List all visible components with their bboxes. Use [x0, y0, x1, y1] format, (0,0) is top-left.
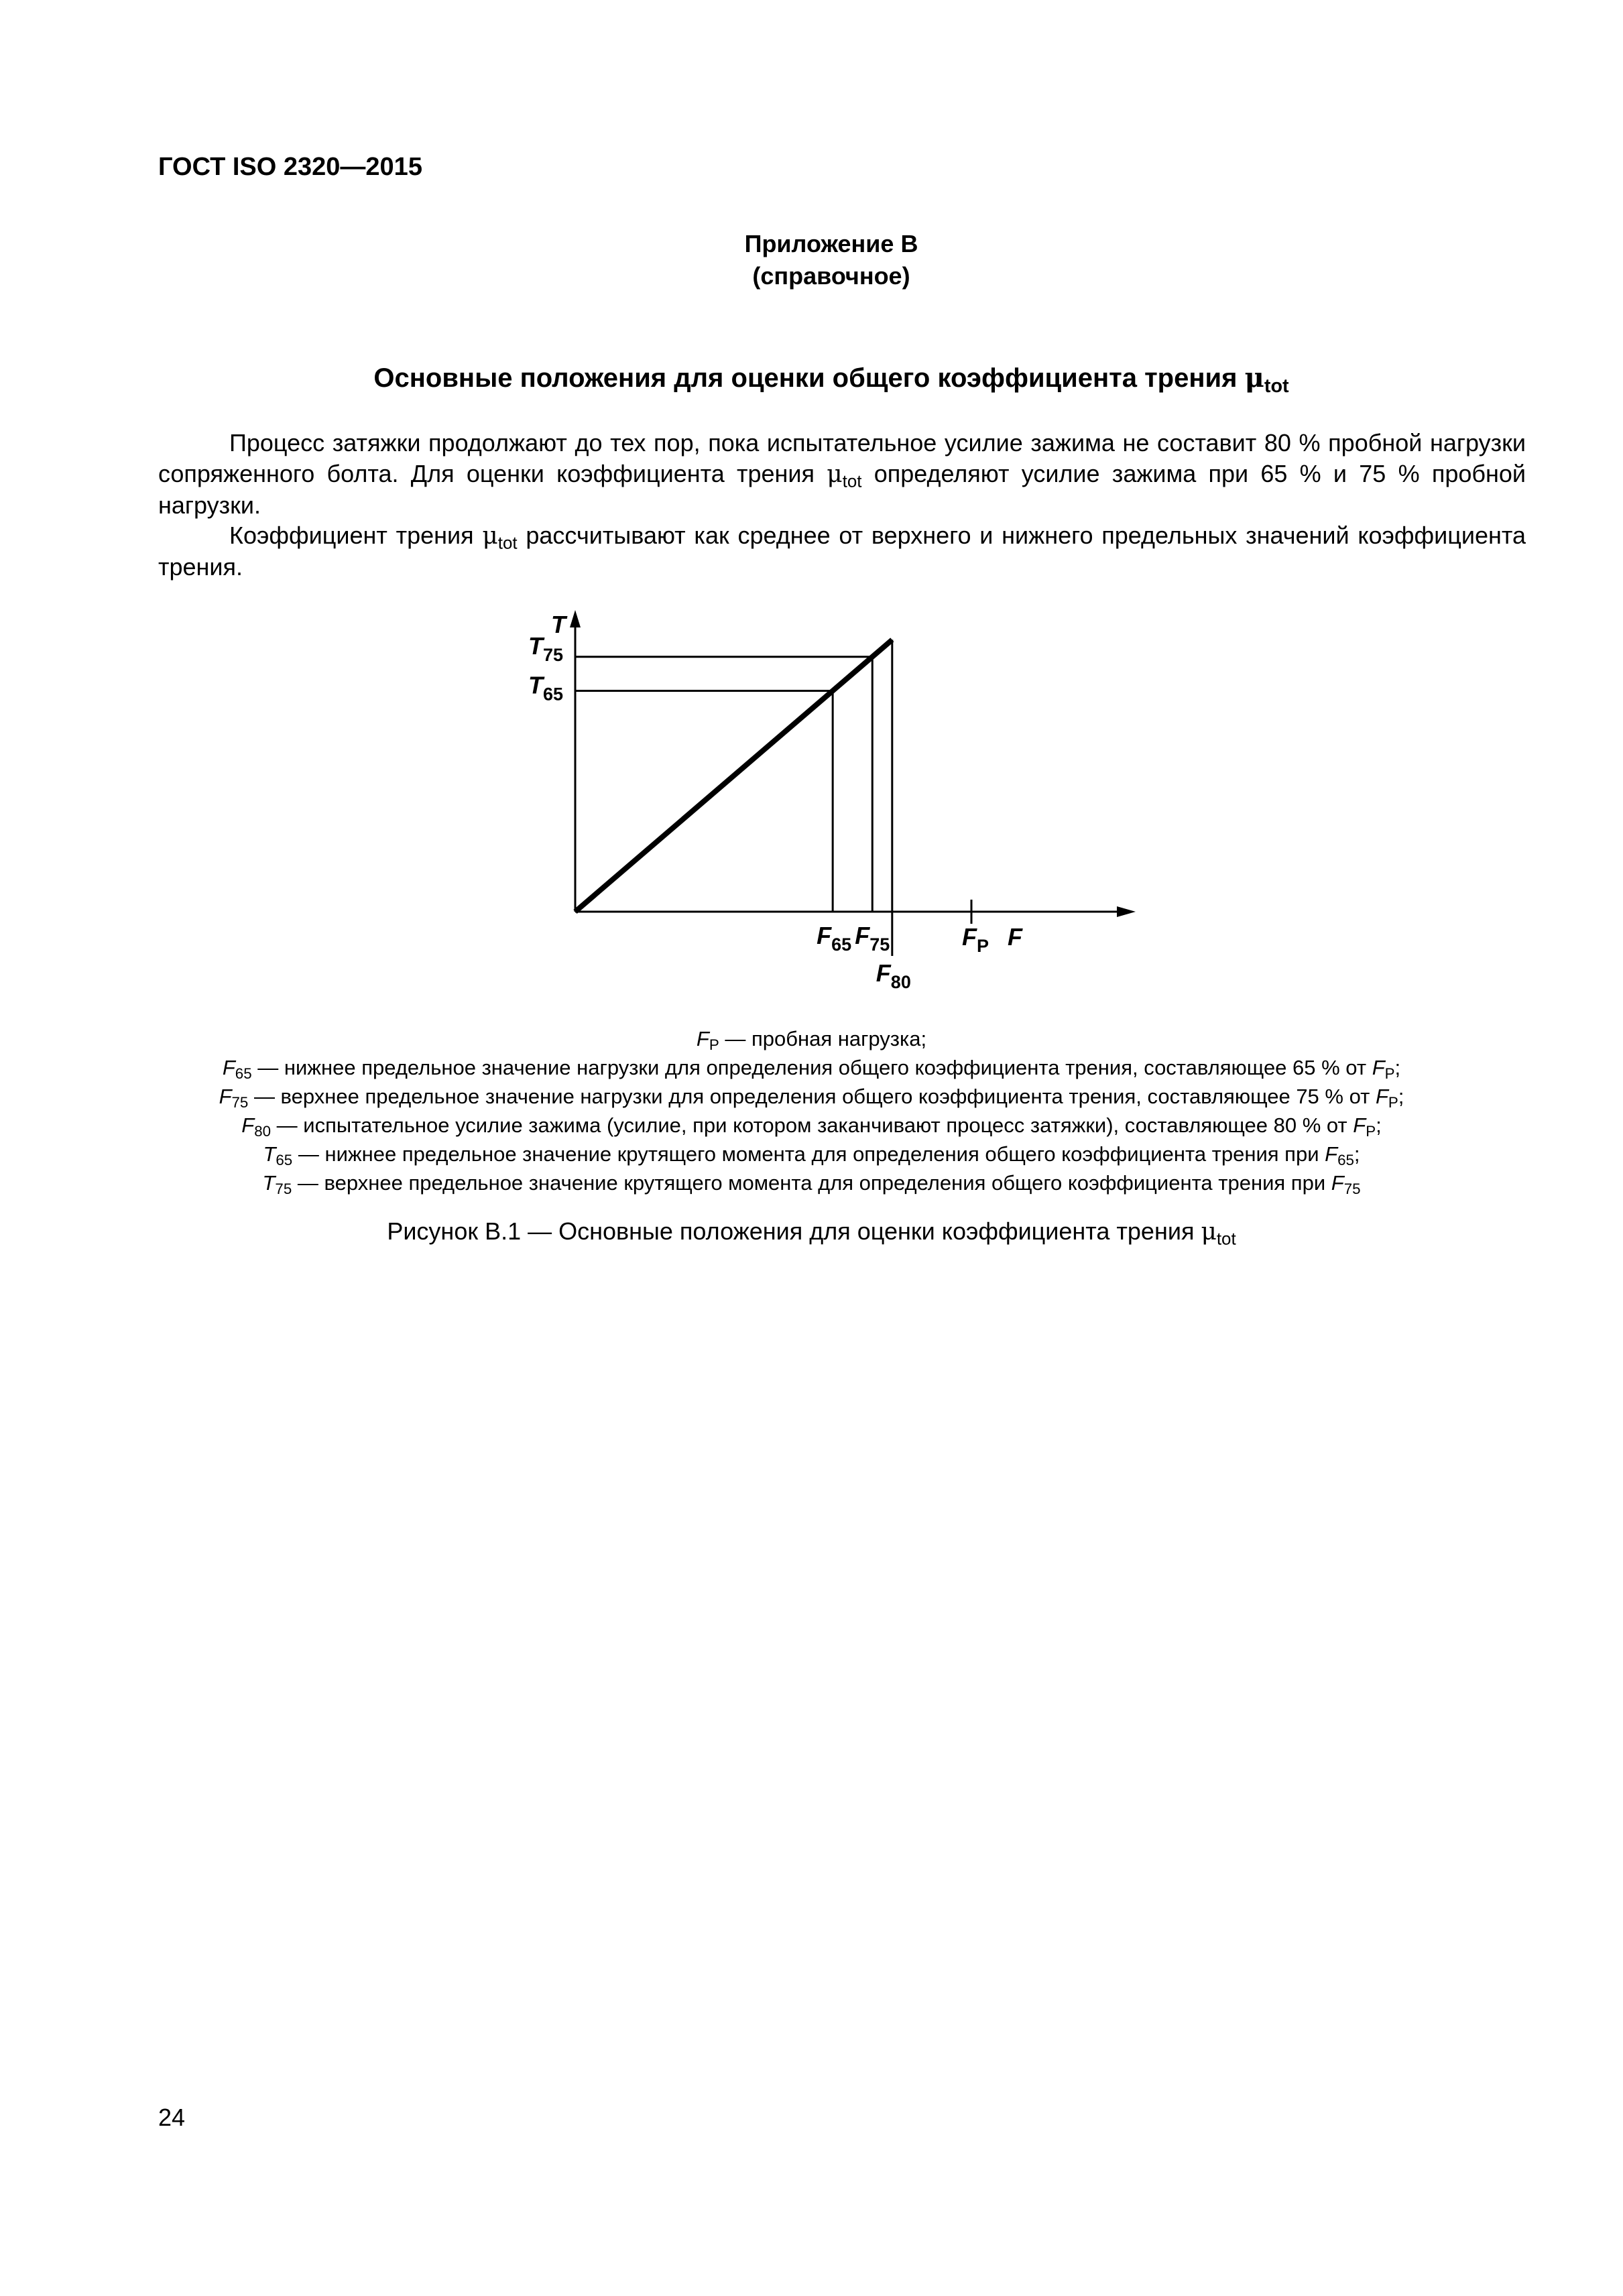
figure-caption: [0, 1217, 1623, 1249]
legend-line: $T_{65}$ — нижнее предельное значение крутящего момента для определения общего коэффициента трения при $F_{65}$;: [263, 1142, 1360, 1169]
mu-symbol: μ: [1201, 1218, 1217, 1246]
section-heading: [0, 362, 1623, 398]
legend-line: $F_P$ — пробная нагрузка;: [696, 1027, 927, 1054]
y-axis-label: T: [551, 611, 566, 638]
paragraph-1: [158, 428, 1526, 521]
mu-subscript: tot: [1264, 375, 1289, 398]
torque-force-chart: [509, 603, 1166, 1006]
mu-symbol: μ: [482, 522, 498, 550]
y-axis-arrow: [570, 610, 581, 627]
figure-caption-text: Рисунок В.1 — Основные положения для оценки коэффициента трения: [387, 1217, 1195, 1245]
paragraph-2-text-a: Коэффициент трения: [229, 522, 474, 549]
legend-line: $T_{75}$ — верхнее предельное значение крутящего момента для определения общего коэффициента трения при $F_{75}$: [262, 1171, 1361, 1198]
x-axis-label: F: [1008, 923, 1022, 951]
mu-subscript: tot: [842, 472, 862, 491]
appendix-title: [0, 228, 1623, 292]
mu-symbol: μ: [1244, 362, 1264, 394]
torque-force-line: [575, 640, 892, 912]
paragraph-2: [158, 520, 1526, 583]
figure-legend: [0, 1024, 1623, 1197]
f80-label: $F_{80}$: [876, 959, 911, 992]
x-axis-arrow: [1117, 906, 1136, 917]
section-heading-text: Основные положения для оценки общего коэффициента трения: [373, 363, 1238, 393]
mu-symbol: μ: [827, 461, 843, 488]
t65-label: $T_{65}$: [528, 671, 564, 705]
document-header: ГОСТ ISO 2320—2015: [158, 153, 422, 181]
paragraph-1-text-b: определяют усилие зажима при 65 % и 75 % пробной нагрузки.: [158, 460, 1526, 519]
page-number: 24: [158, 2104, 186, 2131]
legend-line: $F_{75}$ — верхнее предельное значение нагрузки для определения общего коэффициента трения, составляющее 75 % от $F_P$;: [219, 1085, 1404, 1111]
t75-label: $T_{75}$: [528, 631, 564, 665]
paragraph-1-text-a: Процесс затяжки продолжают до тех пор, пока испытательное усилие зажима не составит 80 % пробной нагрузки сопряженного болта. Для оценки коэффициента трения: [158, 429, 1526, 487]
f75-label: $F_{75}$: [855, 922, 890, 955]
mu-subscript: tot: [1216, 1229, 1236, 1249]
paragraph-2-text-b: рассчитывают как среднее от верхнего и нижнего предельных значений коэффициента трения.: [158, 522, 1526, 581]
f65-label: $F_{65}$: [817, 922, 852, 955]
mu-subscript: tot: [497, 534, 518, 553]
legend-line: $F_{65}$ — нижнее предельное значение нагрузки для определения общего коэффициента трения, составляющее 65 % от $F_P$;: [222, 1056, 1401, 1083]
appendix-label: Приложение В: [744, 230, 918, 257]
appendix-type: (справочное): [752, 262, 910, 290]
legend-line: $F_{80}$ — испытательное усилие зажима (усилие, при котором заканчивают процесс затяжки), составляющее 80 % от $F_P$;: [241, 1113, 1382, 1140]
fp-label: $F_P$: [962, 923, 989, 956]
